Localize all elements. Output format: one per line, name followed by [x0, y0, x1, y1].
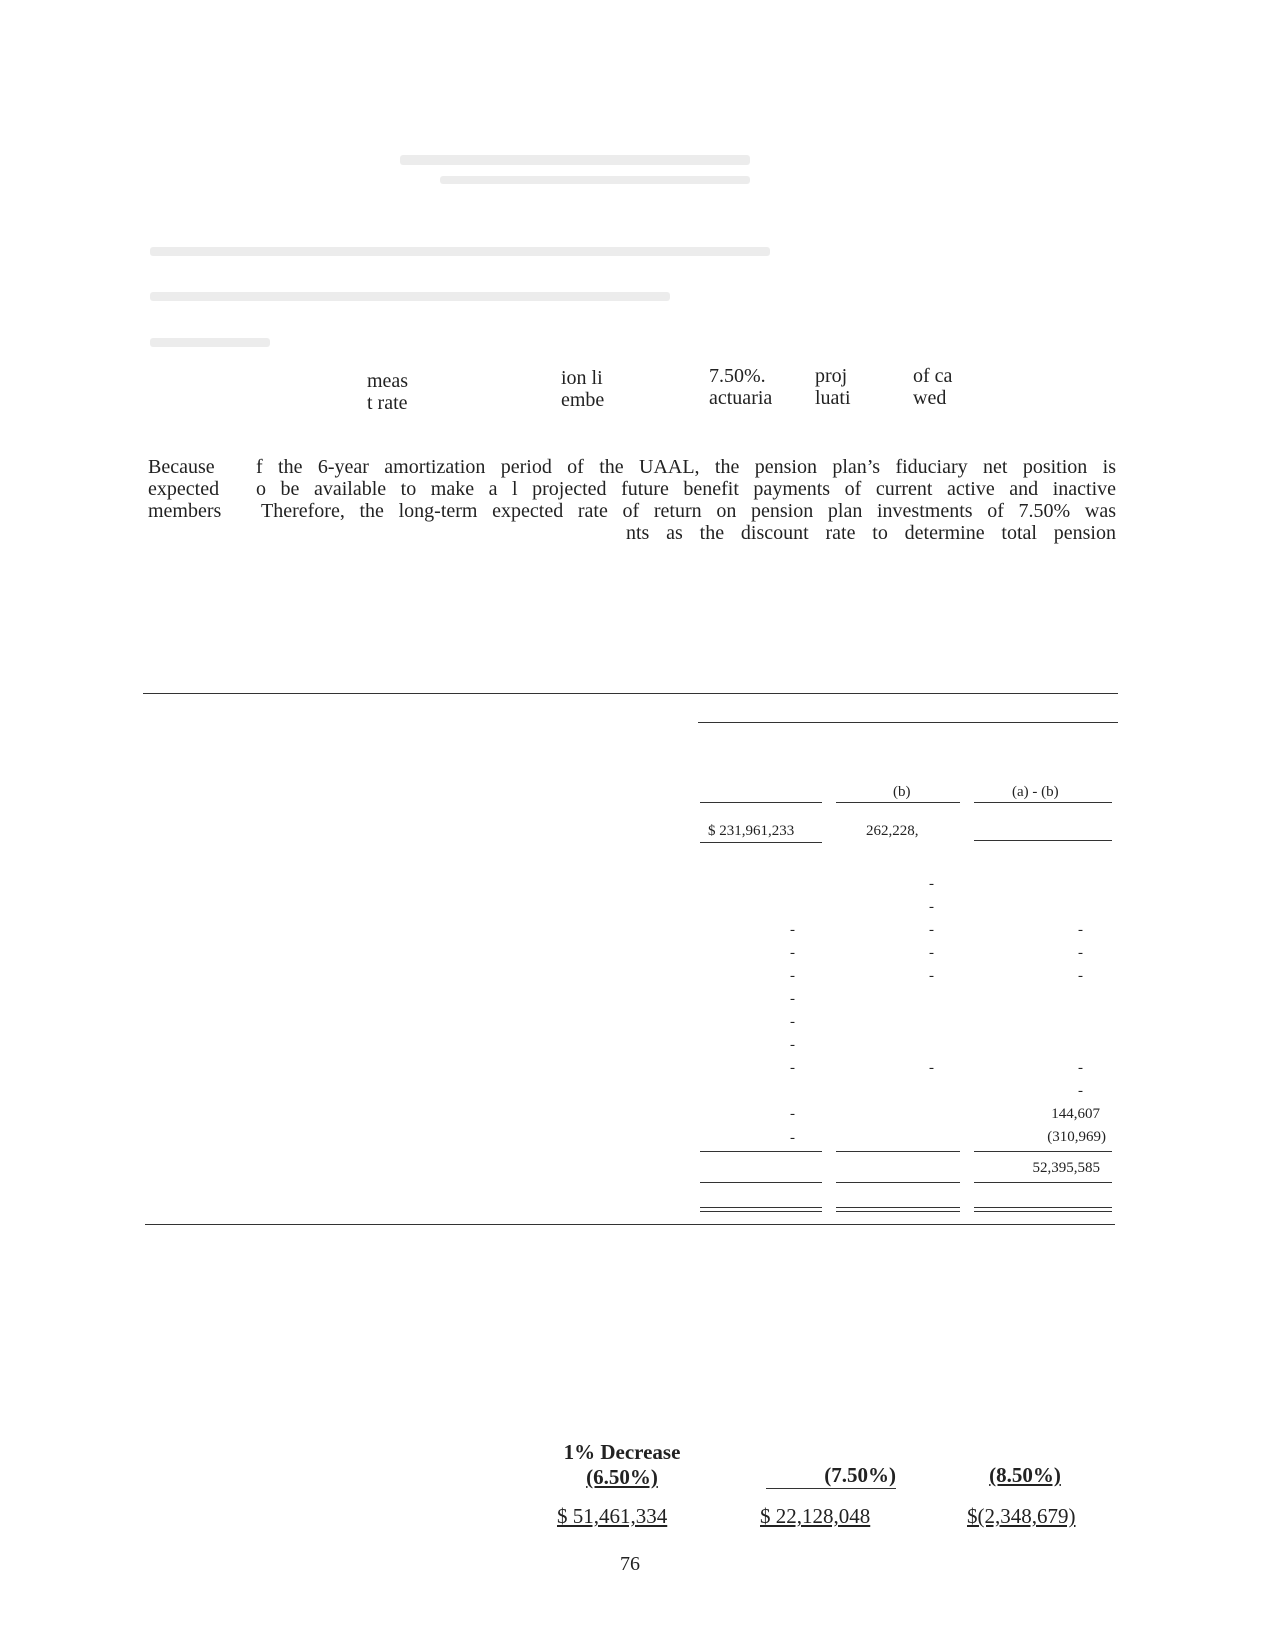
- table-cell: -: [790, 1130, 795, 1146]
- table-cell: -: [1078, 1060, 1083, 1076]
- col-b-header: (b): [893, 784, 911, 800]
- paragraph-left: expected: [148, 478, 220, 500]
- sensitivity-increase-rate: (8.50%): [989, 1463, 1061, 1487]
- discount-rate-paragraph: [148, 456, 1116, 544]
- subtotal-rule-ab: [974, 1151, 1112, 1152]
- fragment-col4: [815, 365, 851, 409]
- fragment-col2: [561, 367, 604, 411]
- table-cell: -: [929, 876, 934, 892]
- fragment-text: of ca: [913, 365, 953, 387]
- beginning-balance-a: $ 231,961,233: [708, 823, 795, 839]
- page-number: 76: [620, 1553, 640, 1575]
- table-cell: -: [929, 922, 934, 938]
- sensitivity-decrease-label: 1% Decrease: [563, 1440, 681, 1464]
- table-header-rule: [698, 722, 1118, 723]
- paragraph-right: nts as the discount rate to determine total pension: [626, 522, 1116, 544]
- table-cell: -: [790, 968, 795, 984]
- fragment-text: embe: [561, 389, 605, 411]
- table-bottom-rule: [145, 1224, 1115, 1225]
- fragment-text: proj: [815, 365, 848, 387]
- fragment-text: ion li: [561, 367, 603, 389]
- table-cell: -: [929, 945, 934, 961]
- fragment-col5: [913, 365, 952, 409]
- fragment-text: wed: [913, 387, 947, 409]
- fragment-text: t rate: [367, 392, 408, 414]
- sensitivity-current-rate-label: (7.50%): [824, 1463, 896, 1487]
- table-cell: -: [929, 968, 934, 984]
- col-ab-header: (a) - (b): [1012, 784, 1059, 800]
- subtotal-rule-a: [700, 1151, 822, 1152]
- first-row-rule-a: [700, 842, 822, 843]
- table-cell: -: [790, 1106, 795, 1122]
- fragment-text: luati: [815, 387, 851, 409]
- table-cell: -: [790, 1060, 795, 1076]
- table-cell: -: [790, 945, 795, 961]
- table-cell: -: [790, 1037, 795, 1053]
- double-rule-a: [700, 1207, 822, 1212]
- sensitivity-decrease-rate: (6.50%): [586, 1465, 658, 1489]
- paragraph-right: Therefore, the long-term expected rate of return on pension plan investments of 7.50% was: [261, 500, 1116, 522]
- fragment-text: 7.50%.: [709, 365, 766, 387]
- beginning-balance-b: 262,228,: [866, 823, 919, 839]
- total-rule-ab: [974, 1182, 1112, 1183]
- fragment-col1: [367, 370, 408, 414]
- table-cell: -: [1078, 922, 1083, 938]
- fragment-text: meas: [367, 370, 409, 392]
- sensitivity-value-decrease: $ 51,461,334: [557, 1504, 668, 1528]
- table-cell: -: [1078, 1083, 1083, 1099]
- sensitivity-value-increase: $(2,348,679): [967, 1504, 1076, 1528]
- value-310969: (310,969): [1047, 1129, 1106, 1145]
- paragraph-right: f the 6-year amortization period of the UAAL, the pension plan’s fiduciary net position is: [256, 456, 1116, 478]
- col-a-header-rule: [700, 802, 822, 803]
- subtotal-rule-b: [836, 1151, 960, 1152]
- table-cell: -: [790, 1014, 795, 1030]
- value-total: 52,395,585: [1032, 1160, 1100, 1176]
- table-cell: -: [929, 899, 934, 915]
- first-row-rule-ab: [974, 840, 1112, 841]
- table-cell: -: [1078, 945, 1083, 961]
- fragment-text: actuaria: [709, 387, 773, 409]
- paragraph-right: o be available to make a l projected future benefit payments of current active and inactive: [256, 478, 1116, 500]
- table-cell: -: [790, 991, 795, 1007]
- col-ab-header-rule: [974, 802, 1112, 803]
- fragment-col3: [709, 365, 772, 409]
- table-top-rule: [143, 693, 1118, 694]
- table-cell: -: [790, 922, 795, 938]
- sensitivity-decrease-header: [552, 1440, 692, 1490]
- double-rule-b: [836, 1207, 960, 1212]
- sensitivity-current-rate: [766, 1463, 896, 1489]
- total-rule-b: [836, 1182, 960, 1183]
- table-cell: -: [929, 1060, 934, 1076]
- double-rule-ab: [974, 1207, 1112, 1212]
- value-144607: 144,607: [1051, 1106, 1100, 1122]
- table-cell: -: [1078, 968, 1083, 984]
- paragraph-left: Because: [148, 456, 215, 478]
- col-b-header-rule: [836, 802, 960, 803]
- paragraph-left: members: [148, 500, 222, 522]
- total-rule-a: [700, 1182, 822, 1183]
- sensitivity-value-current: $ 22,128,048: [760, 1504, 871, 1528]
